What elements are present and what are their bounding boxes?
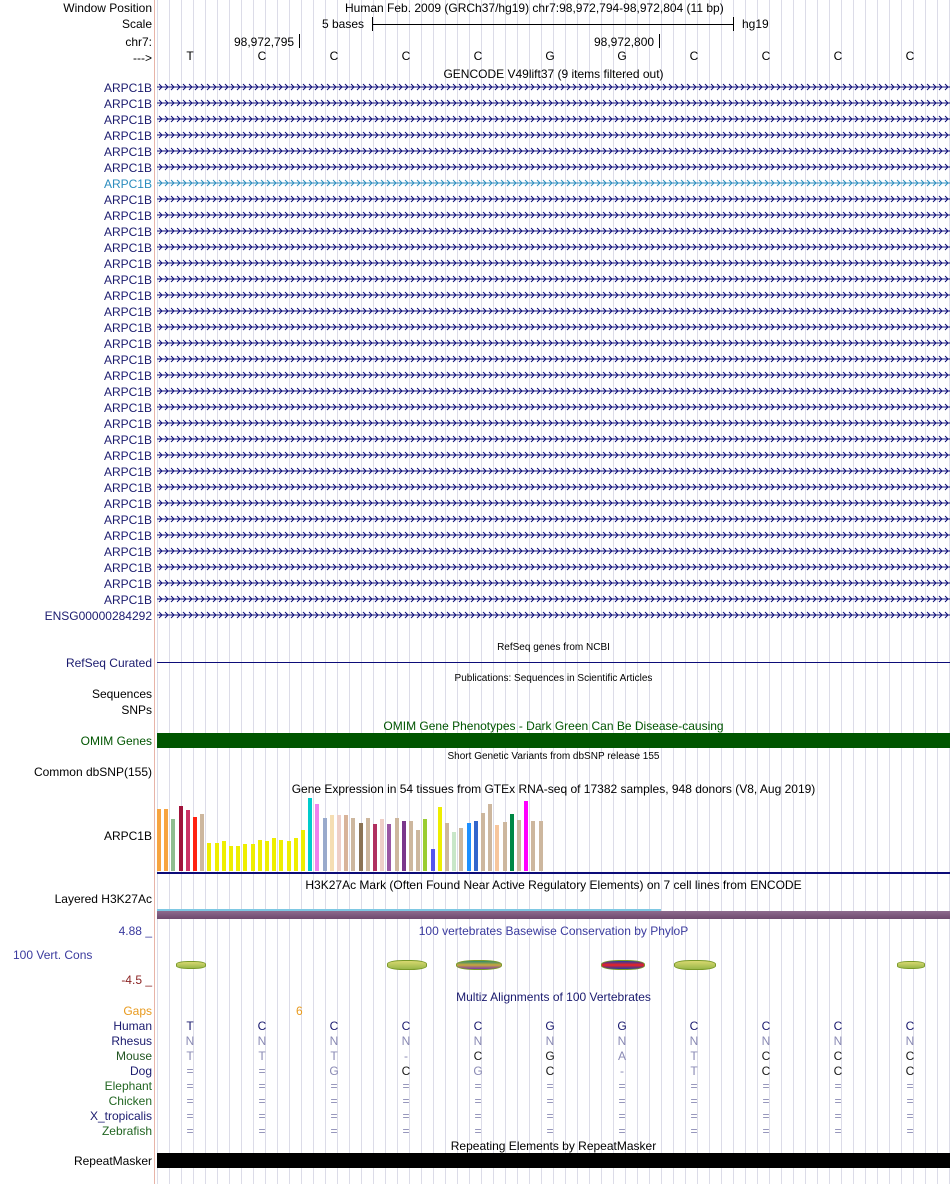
multiz-base: = — [834, 1094, 842, 1108]
gtex-tissue-bar[interactable] — [157, 809, 161, 871]
gencode-transcript-feature[interactable] — [157, 530, 950, 542]
conservation-logo[interactable] — [601, 960, 645, 970]
gtex-tissue-bar[interactable] — [265, 841, 269, 871]
gtex-tissue-bar[interactable] — [531, 821, 535, 871]
multiz-base: = — [690, 1124, 698, 1138]
gtex-tissue-bar[interactable] — [251, 844, 255, 871]
gencode-transcript-label[interactable]: ARPC1B — [103, 401, 152, 415]
gtex-tissue-bar[interactable] — [387, 824, 391, 871]
gencode-transcript-feature[interactable] — [157, 402, 950, 414]
multiz-base: T — [186, 1049, 194, 1063]
multiz-base: C — [401, 1019, 411, 1033]
multiz-species-label[interactable]: Human — [113, 1019, 152, 1033]
multiz-base: = — [186, 1064, 194, 1078]
base-letter: C — [905, 49, 915, 63]
gtex-tissue-bar[interactable] — [186, 810, 190, 871]
scale-assembly: hg19 — [742, 17, 769, 31]
gencode-transcript-feature[interactable] — [157, 370, 950, 382]
multiz-base: = — [762, 1109, 770, 1123]
multiz-base: = — [258, 1109, 266, 1123]
base-letter: C — [329, 49, 339, 63]
multiz-base: C — [761, 1049, 771, 1063]
gencode-transcript-label[interactable]: ARPC1B — [103, 369, 152, 383]
conservation-logo[interactable] — [176, 961, 206, 969]
gtex-tissue-bar[interactable] — [207, 843, 211, 871]
gtex-tissue-bar[interactable] — [179, 806, 183, 871]
publications-sequences-label[interactable]: Sequences — [91, 687, 152, 701]
gtex-tissue-bar[interactable] — [315, 804, 319, 871]
gtex-tissue-bar[interactable] — [193, 817, 197, 871]
gtex-tissue-bar[interactable] — [380, 819, 384, 871]
multiz-base: - — [620, 1064, 624, 1078]
multiz-base: G — [329, 1064, 339, 1078]
multiz-base: C — [689, 1019, 699, 1033]
gtex-tissue-bar[interactable] — [351, 818, 355, 871]
multiz-base: C — [761, 1019, 771, 1033]
multiz-base: = — [186, 1124, 194, 1138]
gencode-transcript-label[interactable]: ARPC1B — [103, 481, 152, 495]
multiz-base: = — [258, 1124, 266, 1138]
multiz-base: = — [618, 1079, 626, 1093]
gencode-transcript-feature[interactable] — [157, 594, 950, 606]
multiz-base: = — [330, 1124, 338, 1138]
gtex-tissue-bar[interactable] — [503, 822, 507, 871]
refseq-track-title[interactable]: RefSeq genes from NCBI — [497, 642, 610, 653]
multiz-base: N — [329, 1034, 339, 1048]
gtex-tissue-bar[interactable] — [517, 820, 521, 871]
multiz-base: = — [690, 1079, 698, 1093]
h3k27ac-label[interactable]: Layered H3K27Ac — [54, 892, 152, 906]
gtex-tissue-bar[interactable] — [431, 849, 435, 871]
multiz-base: C — [905, 1019, 915, 1033]
gencode-transcript-label[interactable]: ARPC1B — [103, 513, 152, 527]
gtex-tissue-bar[interactable] — [359, 823, 363, 871]
gencode-transcript-label[interactable]: ARPC1B — [103, 593, 152, 607]
multiz-base: T — [690, 1049, 698, 1063]
gtex-tissue-bar[interactable] — [200, 814, 204, 871]
multiz-base: = — [474, 1124, 482, 1138]
multiz-base: C — [329, 1019, 339, 1033]
multiz-base: C — [401, 1064, 411, 1078]
gencode-transcript-label[interactable]: ARPC1B — [103, 465, 152, 479]
gtex-tissue-bar[interactable] — [330, 815, 334, 871]
multiz-base: = — [258, 1094, 266, 1108]
conservation-logo[interactable] — [456, 960, 502, 971]
gaps-label: Gaps — [123, 1004, 152, 1018]
gencode-transcript-label[interactable]: ARPC1B — [103, 353, 152, 367]
gencode-transcript-feature[interactable] — [157, 306, 950, 318]
gencode-transcript-feature[interactable] — [157, 546, 950, 558]
gtex-tissue-bar[interactable] — [294, 838, 298, 871]
gencode-transcript-feature[interactable] — [157, 274, 950, 286]
multiz-base: = — [906, 1079, 914, 1093]
multiz-base: N — [257, 1034, 267, 1048]
multiz-base: G — [617, 1019, 627, 1033]
gencode-transcript-feature[interactable] — [157, 194, 950, 206]
coord-tick-1: 98,972,795 — [234, 35, 295, 49]
gencode-transcript-feature[interactable] — [157, 434, 950, 446]
gencode-transcript-feature[interactable] — [157, 178, 950, 190]
multiz-base: N — [761, 1034, 771, 1048]
multiz-base: = — [402, 1079, 410, 1093]
dbsnp-track-title[interactable]: Short Genetic Variants from dbSNP release 155 — [447, 751, 660, 762]
h3k27ac-track-title[interactable]: H3K27Ac Mark (Often Found Near Active Regulatory Elements) on 7 cell lines from ENCODE — [305, 878, 802, 892]
publications-snps-label[interactable]: SNPs — [121, 703, 152, 717]
gencode-transcript-label[interactable]: ARPC1B — [103, 433, 152, 447]
gencode-transcript-label[interactable]: ARPC1B — [103, 529, 152, 543]
gtex-tissue-bar[interactable] — [524, 801, 528, 871]
base-letter: G — [545, 49, 555, 63]
multiz-base: = — [834, 1079, 842, 1093]
multiz-base: = — [762, 1124, 770, 1138]
gencode-transcript-feature[interactable] — [157, 82, 950, 94]
gtex-tissue-bar[interactable] — [481, 813, 485, 871]
gtex-tissue-bar[interactable] — [279, 840, 283, 871]
multiz-base: = — [906, 1124, 914, 1138]
gtex-bar-chart[interactable] — [157, 797, 557, 871]
base-letter: C — [401, 49, 411, 63]
gtex-gene-label[interactable]: ARPC1B — [103, 829, 152, 843]
base-letter: C — [689, 49, 699, 63]
multiz-base: = — [762, 1094, 770, 1108]
refseq-feature-line[interactable] — [157, 662, 950, 663]
multiz-base: = — [546, 1079, 554, 1093]
gtex-tissue-bar[interactable] — [323, 818, 327, 871]
base-letter: T — [186, 49, 194, 63]
gtex-tissue-bar[interactable] — [423, 819, 427, 871]
multiz-base: = — [258, 1079, 266, 1093]
multiz-base: C — [905, 1064, 915, 1078]
multiz-species-label[interactable]: Dog — [129, 1064, 152, 1078]
multiz-base: = — [762, 1079, 770, 1093]
multiz-base: = — [546, 1094, 554, 1108]
coord-tick-mark-1 — [299, 34, 300, 48]
window-position-label: Window Position — [63, 1, 152, 15]
gencode-transcript-feature[interactable] — [157, 498, 950, 510]
chrom-label: chr7: — [125, 35, 152, 49]
gtex-tissue-bar[interactable] — [373, 824, 377, 871]
omim-label[interactable]: OMIM Genes — [80, 734, 152, 748]
multiz-base: T — [258, 1049, 266, 1063]
multiz-base: = — [474, 1109, 482, 1123]
multiz-base: = — [186, 1109, 194, 1123]
gencode-transcript-label[interactable]: ARPC1B — [103, 497, 152, 511]
multiz-base: N — [545, 1034, 555, 1048]
gencode-transcript-label[interactable]: ARPC1B — [103, 113, 152, 127]
conservation-max-label: 4.88 _ — [118, 924, 152, 938]
label-divider — [154, 0, 155, 1184]
gencode-transcript-label[interactable]: ARPC1B — [103, 545, 152, 559]
multiz-base: N — [689, 1034, 699, 1048]
multiz-base: C — [833, 1019, 843, 1033]
gtex-tissue-bar[interactable] — [243, 844, 247, 871]
multiz-base: C — [473, 1019, 483, 1033]
coord-tick-mark-2 — [659, 34, 660, 48]
gencode-transcript-label[interactable]: ARPC1B — [103, 321, 152, 335]
multiz-base: N — [833, 1034, 843, 1048]
gencode-transcript-label[interactable]: ARPC1B — [103, 257, 152, 271]
gencode-transcript-feature[interactable] — [157, 514, 950, 526]
window-position-value[interactable]: Human Feb. 2009 (GRCh37/hg19) chr7:98,972,794-98,972,804 (11 bp) — [345, 1, 724, 15]
multiz-base: = — [906, 1094, 914, 1108]
gtex-tissue-bar[interactable] — [438, 807, 442, 871]
multiz-base: = — [618, 1124, 626, 1138]
gtex-tissue-bar[interactable] — [366, 818, 370, 871]
conservation-min-label: -4.5 _ — [121, 973, 152, 987]
gencode-transcript-feature[interactable] — [157, 114, 950, 126]
gencode-transcript-feature[interactable] — [157, 322, 950, 334]
gtex-track-divider — [157, 872, 950, 874]
gencode-transcript-label[interactable]: ARPC1B — [103, 161, 152, 175]
gencode-transcript-feature[interactable] — [157, 130, 950, 142]
multiz-base: = — [186, 1094, 194, 1108]
gencode-transcript-feature[interactable] — [157, 98, 950, 110]
omim-feature-bar[interactable] — [157, 733, 950, 748]
gencode-transcript-feature[interactable] — [157, 418, 950, 430]
multiz-base: C — [473, 1049, 483, 1063]
multiz-base: T — [186, 1019, 194, 1033]
multiz-base: = — [546, 1109, 554, 1123]
multiz-base: = — [186, 1079, 194, 1093]
multiz-base: N — [185, 1034, 195, 1048]
base-letter: C — [833, 49, 843, 63]
gencode-transcript-label[interactable]: ARPC1B — [103, 561, 152, 575]
multiz-species-label[interactable]: Chicken — [108, 1094, 152, 1108]
gtex-tissue-bar[interactable] — [308, 798, 312, 871]
gencode-transcript-label[interactable]: ARPC1B — [103, 81, 152, 95]
gencode-transcript-label[interactable]: ARPC1B — [103, 97, 152, 111]
gencode-transcript-feature[interactable] — [157, 450, 950, 462]
gencode-transcript-label[interactable]: ARPC1B — [103, 225, 152, 239]
gencode-transcript-label[interactable]: ARPC1B — [103, 129, 152, 143]
gencode-transcript-feature[interactable] — [157, 258, 950, 270]
gtex-tissue-bar[interactable] — [301, 830, 305, 871]
multiz-base: C — [761, 1064, 771, 1078]
multiz-base: = — [690, 1094, 698, 1108]
multiz-base: = — [402, 1109, 410, 1123]
multiz-base: C — [905, 1049, 915, 1063]
multiz-base: = — [618, 1109, 626, 1123]
conservation-label[interactable]: 100 Vert. Cons — [13, 948, 93, 962]
gencode-transcript-feature[interactable] — [157, 610, 950, 622]
gtex-tissue-bar[interactable] — [402, 821, 406, 871]
scale-value: 5 bases — [322, 17, 365, 31]
gtex-tissue-bar[interactable] — [409, 821, 413, 871]
conservation-track-title[interactable]: 100 vertebrates Basewise Conservation by PhyloP — [418, 924, 689, 938]
multiz-base: = — [474, 1094, 482, 1108]
multiz-species-label[interactable]: Mouse — [115, 1049, 152, 1063]
multiz-base: C — [545, 1064, 555, 1078]
gencode-track-title[interactable]: GENCODE V49lift37 (9 items filtered out) — [443, 67, 664, 81]
h3k27ac-signal[interactable] — [157, 911, 950, 919]
multiz-base: = — [330, 1109, 338, 1123]
gtex-tissue-bar[interactable] — [344, 815, 348, 871]
gencode-transcript-label[interactable]: ARPC1B — [103, 417, 152, 431]
conservation-logo[interactable] — [387, 960, 427, 970]
gencode-transcript-feature[interactable] — [157, 210, 950, 222]
multiz-base: C — [257, 1019, 267, 1033]
gtex-tissue-bar[interactable] — [467, 823, 471, 871]
scale-label: Scale — [121, 17, 152, 31]
gtex-tissue-bar[interactable] — [474, 821, 478, 871]
gencode-transcript-feature[interactable] — [157, 146, 950, 158]
multiz-base: = — [834, 1109, 842, 1123]
refseq-label[interactable]: RefSeq Curated — [65, 656, 152, 670]
gtex-tissue-bar[interactable] — [416, 830, 420, 871]
gtex-tissue-bar[interactable] — [395, 818, 399, 871]
gtex-tissue-bar[interactable] — [272, 838, 276, 871]
gtex-tissue-bar[interactable] — [222, 841, 226, 871]
gencode-transcript-label[interactable]: ARPC1B — [103, 193, 152, 207]
multiz-base: G — [473, 1064, 483, 1078]
gtex-tissue-bar[interactable] — [236, 846, 240, 871]
gtex-tissue-bar[interactable] — [287, 841, 291, 871]
strand-label: ---> — [133, 51, 152, 65]
multiz-base: = — [690, 1109, 698, 1123]
multiz-base: N — [473, 1034, 483, 1048]
gtex-tissue-bar[interactable] — [171, 819, 175, 871]
multiz-base: T — [690, 1064, 698, 1078]
gtex-track-title[interactable]: Gene Expression in 54 tissues from GTEx RNA-seq of 17382 samples, 948 donors (V8, Aug 2019) — [291, 782, 816, 796]
base-letter: G — [617, 49, 627, 63]
gencode-transcript-feature[interactable] — [157, 578, 950, 590]
base-letter: C — [761, 49, 771, 63]
multiz-base: = — [258, 1064, 266, 1078]
gencode-transcript-label[interactable]: ARPC1B — [103, 209, 152, 223]
multiz-species-label[interactable]: Elephant — [104, 1079, 152, 1093]
publications-track-title[interactable]: Publications: Sequences in Scientific Articles — [454, 673, 653, 684]
multiz-base: = — [402, 1094, 410, 1108]
multiz-base: N — [905, 1034, 915, 1048]
multiz-base: C — [833, 1064, 843, 1078]
multiz-species-label[interactable]: Rhesus — [111, 1034, 152, 1048]
gencode-transcript-label[interactable]: ARPC1B — [103, 305, 152, 319]
dbsnp-label[interactable]: Common dbSNP(155) — [33, 765, 152, 779]
multiz-base: C — [833, 1049, 843, 1063]
multiz-base: G — [545, 1019, 555, 1033]
multiz-base: G — [545, 1049, 555, 1063]
base-letter: C — [257, 49, 267, 63]
multiz-base: = — [402, 1124, 410, 1138]
multiz-base: = — [330, 1094, 338, 1108]
gencode-transcript-feature[interactable] — [157, 562, 950, 574]
gtex-tissue-bar[interactable] — [539, 821, 543, 871]
gtex-tissue-bar[interactable] — [258, 840, 262, 871]
gencode-transcript-feature[interactable] — [157, 482, 950, 494]
gencode-transcript-feature[interactable] — [157, 354, 950, 366]
conservation-logo[interactable] — [674, 960, 716, 970]
coord-tick-2: 98,972,800 — [594, 35, 655, 49]
multiz-species-label[interactable]: Zebrafish — [101, 1124, 152, 1138]
multiz-base: N — [617, 1034, 627, 1048]
gencode-transcript-feature[interactable] — [157, 242, 950, 254]
gencode-transcript-label[interactable]: ARPC1B — [103, 577, 152, 591]
multiz-base: = — [906, 1109, 914, 1123]
multiz-base: = — [474, 1079, 482, 1093]
multiz-base: = — [618, 1094, 626, 1108]
gtex-tissue-bar[interactable] — [510, 814, 514, 871]
gtex-tissue-bar[interactable] — [459, 828, 463, 871]
gtex-tissue-bar[interactable] — [215, 843, 219, 871]
multiz-track-title[interactable]: Multiz Alignments of 100 Vertebrates — [456, 990, 651, 1004]
gencode-transcript-feature[interactable] — [157, 386, 950, 398]
gencode-transcript-feature[interactable] — [157, 466, 950, 478]
scale-bar — [372, 17, 734, 31]
multiz-species-label[interactable]: X_tropicalis — [89, 1109, 152, 1123]
multiz-base: N — [401, 1034, 411, 1048]
multiz-base: = — [546, 1124, 554, 1138]
gencode-transcript-label[interactable]: ARPC1B — [103, 145, 152, 159]
gtex-tissue-bar[interactable] — [337, 815, 341, 871]
multiz-base: A — [617, 1049, 626, 1063]
gtex-tissue-bar[interactable] — [488, 804, 492, 871]
repeatmasker-feature-bar[interactable] — [157, 1153, 950, 1168]
gtex-tissue-bar[interactable] — [495, 825, 499, 871]
gtex-tissue-bar[interactable] — [452, 832, 456, 871]
gencode-transcript-label[interactable]: ARPC1B — [103, 385, 152, 399]
conservation-logo[interactable] — [897, 961, 925, 968]
gencode-transcript-label[interactable]: ARPC1B — [103, 449, 152, 463]
base-letter: C — [473, 49, 483, 63]
multiz-base: T — [330, 1049, 338, 1063]
gencode-transcript-feature[interactable] — [157, 162, 950, 174]
multiz-base: = — [834, 1124, 842, 1138]
gencode-transcript-label[interactable]: ARPC1B — [103, 241, 152, 255]
gencode-transcript-label[interactable]: ARPC1B — [103, 337, 152, 351]
gencode-transcript-label[interactable]: ARPC1B — [103, 177, 152, 191]
gencode-transcript-label[interactable]: ENSG00000284292 — [44, 609, 152, 623]
gencode-transcript-label[interactable]: ARPC1B — [103, 273, 152, 287]
omim-track-title[interactable]: OMIM Gene Phenotypes - Dark Green Can Be Disease-causing — [383, 719, 724, 733]
repeatmasker-track-title[interactable]: Repeating Elements by RepeatMasker — [450, 1139, 657, 1153]
gaps-value: 6 — [296, 1004, 303, 1018]
repeatmasker-label[interactable]: RepeatMasker — [73, 1154, 152, 1168]
gtex-tissue-bar[interactable] — [445, 823, 449, 871]
gencode-transcript-feature[interactable] — [157, 226, 950, 238]
gencode-transcript-feature[interactable] — [157, 290, 950, 302]
gtex-tissue-bar[interactable] — [164, 809, 168, 871]
gtex-tissue-bar[interactable] — [229, 846, 233, 871]
multiz-base: = — [330, 1079, 338, 1093]
gencode-transcript-label[interactable]: ARPC1B — [103, 289, 152, 303]
multiz-base: - — [404, 1049, 408, 1063]
gencode-transcript-feature[interactable] — [157, 338, 950, 350]
